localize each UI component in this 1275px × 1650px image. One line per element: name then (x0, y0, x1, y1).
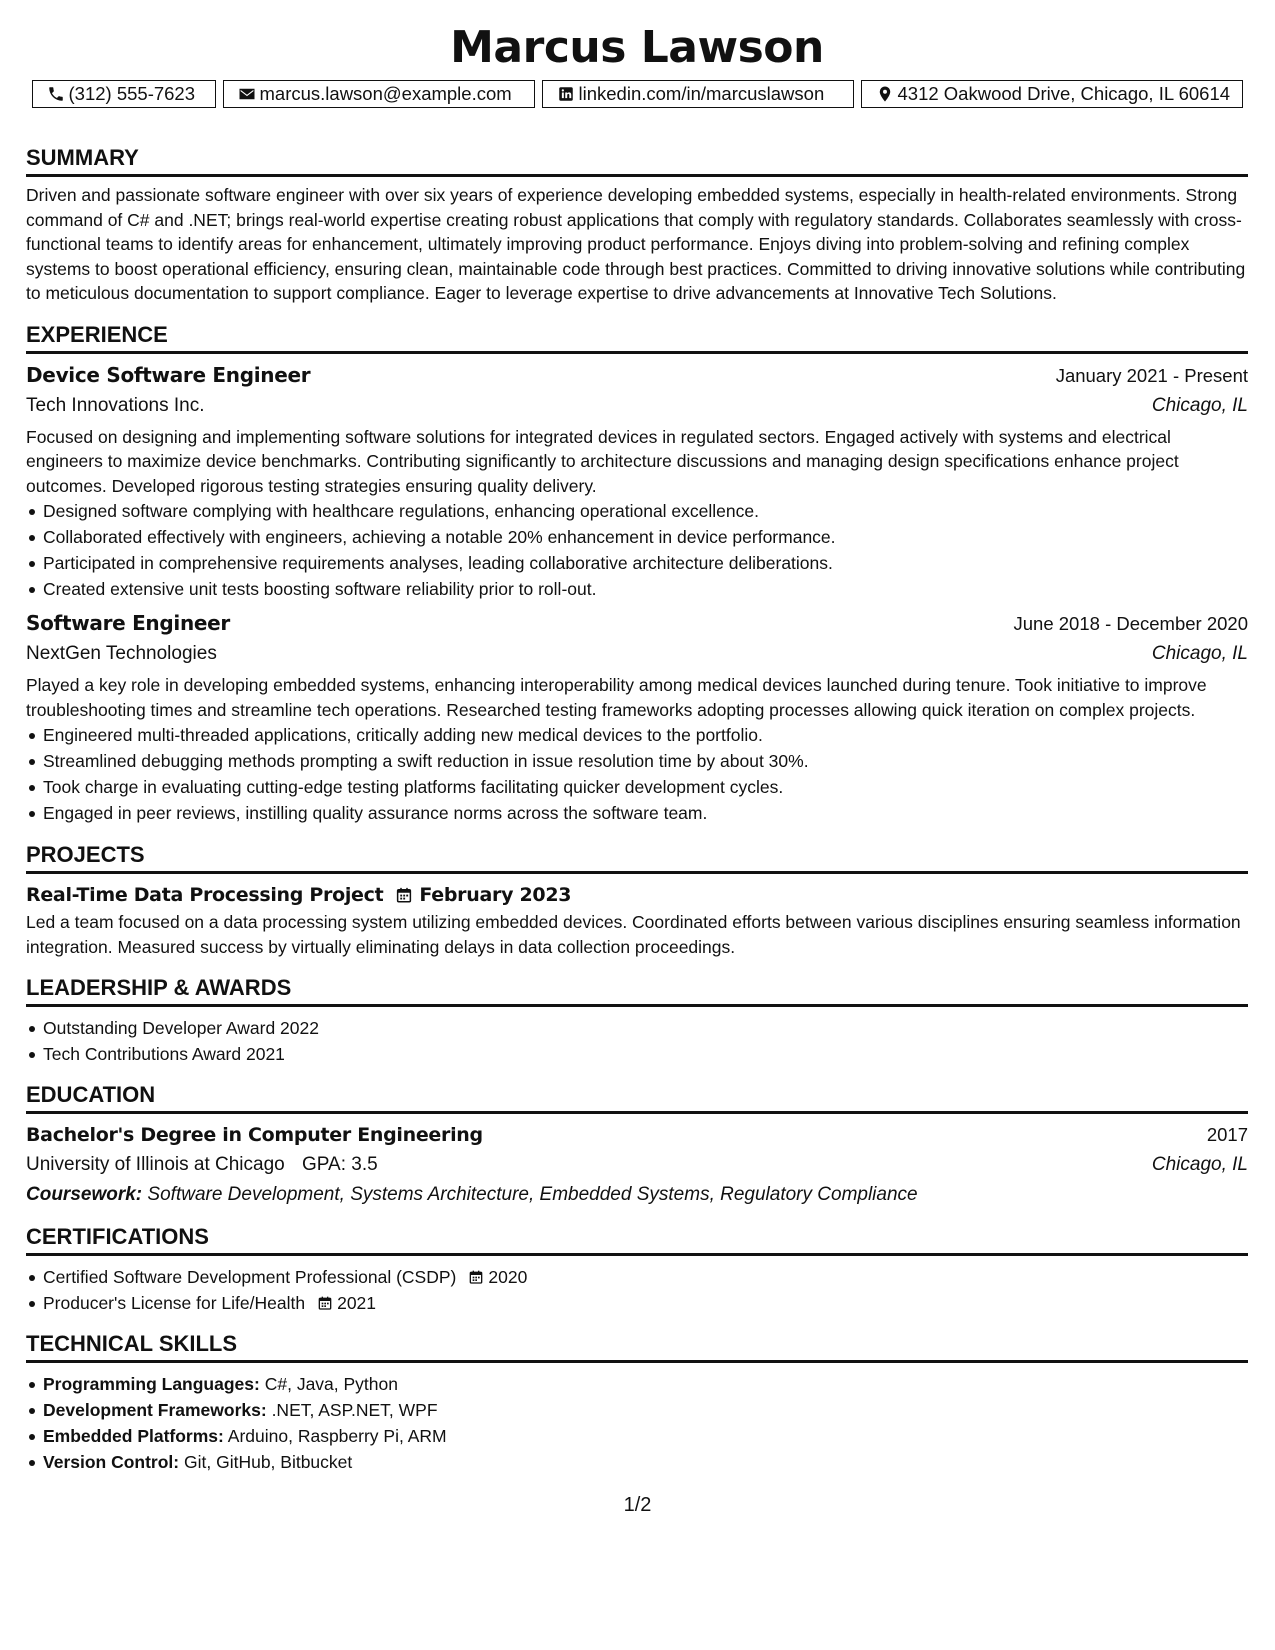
job-dates: January 2021 - Present (1055, 364, 1248, 386)
list-item (43, 1423, 1248, 1449)
projects-section (26, 842, 1248, 959)
job-location: Chicago, IL (1151, 394, 1248, 416)
experience-heading: EXPERIENCE (26, 322, 1248, 354)
phone-icon (47, 85, 65, 103)
list-item (43, 1397, 1248, 1423)
experience-section (26, 322, 1248, 827)
company-name: Tech Innovations Inc. (26, 394, 205, 416)
job-description: Played a key role in developing embedded systems, enhancing interoperability among medical devices launched during tenure. Took initiative to improve troubleshooting times and streamline tech operations. Researched testing frameworks adopting processes allowing quick iteration on complex projects. (26, 675, 1207, 720)
coursework-list: Software Development, Systems Architecture, Embedded Systems, Regulatory Compliance (147, 1184, 918, 1205)
job-title: Software Engineer (26, 611, 230, 635)
coursework-line (26, 1180, 1248, 1210)
resume-page (26, 18, 1248, 1475)
list-item: Designed software complying with healthcare regulations, enhancing operational excellence. (43, 498, 1248, 524)
page-number: 1/2 (623, 1494, 652, 1516)
list-item (43, 1371, 1248, 1397)
certifications-section (26, 1224, 1248, 1316)
phone-chip[interactable] (32, 80, 216, 108)
email-chip[interactable] (223, 80, 535, 108)
address-text: 4312 Oakwood Drive, Chicago, IL 60614 (897, 83, 1231, 104)
summary-section (26, 145, 1248, 306)
list-item: Tech Contributions Award 2021 (43, 1041, 1248, 1067)
contact-bar (26, 80, 1248, 108)
calendar-icon (317, 1295, 333, 1311)
list-item (43, 1449, 1248, 1475)
project-header (26, 880, 1248, 910)
skill-label: Version Control: (43, 1452, 180, 1472)
list-item (43, 1290, 1248, 1316)
summary-heading: SUMMARY (26, 145, 1248, 177)
job-description: Focused on designing and implementing software solutions for integrated devices in regulated sectors. Engaged actively with systems and electrical engineers to maximize device benchmarks. Contributing significantly to architecture discussions and managing design specifications enhance project outcomes. Developed rigorous testing strategies ensuring quality delivery. (26, 426, 1179, 496)
candidate-name: Marcus Lawson (450, 22, 824, 73)
project-date: February 2023 (419, 884, 572, 906)
skills-section (26, 1331, 1248, 1475)
projects-heading: PROJECTS (26, 842, 1248, 874)
school-name: University of Illinois at Chicago (26, 1154, 285, 1175)
calendar-icon (395, 886, 413, 904)
job-title: Device Software Engineer (26, 362, 311, 387)
job-entry (26, 360, 1248, 603)
awards-heading: LEADERSHIP & AWARDS (26, 975, 1248, 1007)
education-heading: EDUCATION (26, 1082, 1248, 1114)
list-item: Created extensive unit tests boosting software reliability prior to roll-out. (43, 576, 1248, 602)
skill-label: Embedded Platforms: (43, 1426, 224, 1446)
phone-text: (312) 555-7623 (68, 83, 196, 104)
list-item: Took charge in evaluating cutting-edge testing platforms facilitating quicker development cycles. (43, 774, 1248, 800)
school-location: Chicago, IL (1151, 1154, 1248, 1175)
list-item: Engineered multi-threaded applications, critically adding new medical devices to the portfolio. (43, 722, 1248, 748)
map-pin-icon (876, 85, 894, 103)
project-name: Real-Time Data Processing Project (26, 884, 384, 906)
linkedin-text: linkedin.com/in/marcuslawson (578, 83, 825, 104)
cert-name: Producer's License for Life/Health (43, 1293, 306, 1313)
job-bullets (26, 498, 1248, 602)
address-chip (861, 80, 1243, 108)
list-item (43, 1264, 1248, 1290)
list-item: Participated in comprehensive requirements analyses, leading collaborative architecture deliberations. (43, 550, 1248, 576)
project-description: Led a team focused on a data processing system utilizing embedded devices. Coordinated efforts between various disciplines ensuring seamless information integration. Measured success by virtually eliminating delays in data collection proceedings. (26, 912, 1241, 957)
email-text: marcus.lawson@example.com (259, 83, 512, 104)
skill-label: Development Frameworks: (43, 1400, 267, 1420)
job-dates: June 2018 - December 2020 (1013, 613, 1248, 634)
skill-value: .NET, ASP.NET, WPF (271, 1400, 438, 1420)
skills-heading: TECHNICAL SKILLS (26, 1331, 1248, 1363)
certifications-list (26, 1264, 1248, 1316)
job-location: Chicago, IL (1151, 643, 1248, 664)
envelope-icon (238, 85, 256, 103)
skills-list (26, 1371, 1248, 1475)
degree-name: Bachelor's Degree in Computer Engineering (26, 1124, 483, 1146)
coursework-label: Coursework: (26, 1184, 143, 1205)
linkedin-chip[interactable] (542, 80, 854, 108)
skill-value: Git, GitHub, Bitbucket (184, 1452, 353, 1472)
skill-value: Arduino, Raspberry Pi, ARM (227, 1426, 447, 1446)
cert-year: 2021 (337, 1293, 377, 1313)
cert-year: 2020 (488, 1267, 528, 1287)
graduation-year: 2017 (1206, 1124, 1248, 1145)
list-item: Streamlined debugging methods prompting a swift reduction in issue resolution time by about 30%. (43, 748, 1248, 774)
calendar-icon (468, 1269, 484, 1285)
job-bullets (26, 722, 1248, 826)
list-item: Outstanding Developer Award 2022 (43, 1015, 1248, 1041)
linkedin-icon (557, 85, 575, 103)
summary-text: Driven and passionate software engineer with over six years of experience developing embedded systems, especially in health-related environments. Strong command of C# and .NET; brings real-world expertise creating robust applications that comply with regulatory standards. Collaborates seamlessly with cross-functional teams to identify areas for enhancement, ultimately improving product performance. Enjoys diving into problem-solving and refining complex systems to boost operational efficiency, ensuring clean, maintainable code through best practices. Committed to driving innovative solutions while contributing to meticulous documentation to support compliance. Eager to leverage expertise to drive advancements at Innovative Tech Solutions. (26, 185, 1246, 303)
cert-name: Certified Software Development Professional (CSDP) (43, 1267, 457, 1287)
awards-section (26, 975, 1248, 1067)
list-item: Collaborated effectively with engineers, achieving a notable 20% enhancement in device performance. (43, 524, 1248, 550)
gpa: GPA: 3.5 (302, 1154, 378, 1175)
education-section (26, 1082, 1248, 1210)
list-item: Engaged in peer reviews, instilling quality assurance norms across the software team. (43, 800, 1248, 826)
company-name: NextGen Technologies (26, 643, 217, 664)
skill-value: C#, Java, Python (264, 1374, 398, 1394)
skill-label: Programming Languages: (43, 1374, 260, 1394)
awards-list (26, 1015, 1248, 1067)
job-entry (26, 608, 1248, 826)
certifications-heading: CERTIFICATIONS (26, 1224, 1248, 1256)
